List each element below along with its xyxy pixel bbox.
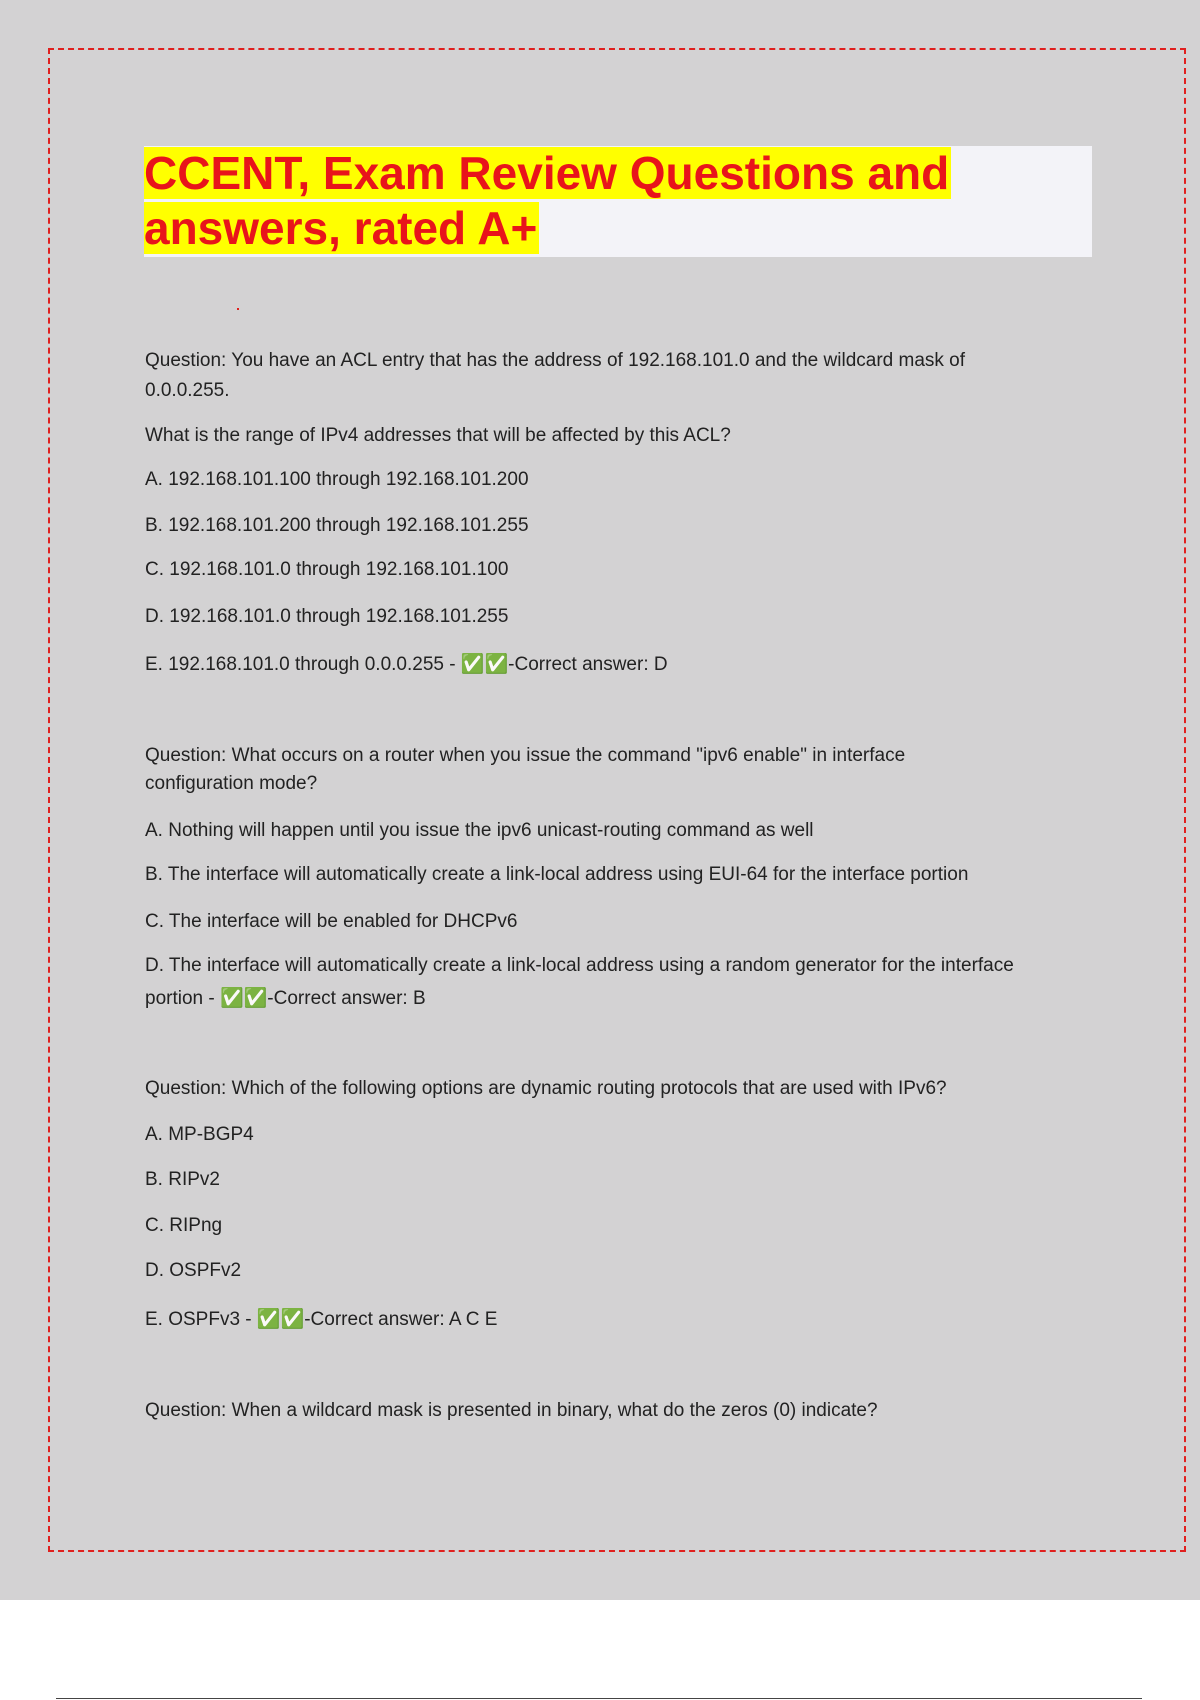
question-1-option-d: D. 192.168.101.0 through 192.168.101.255 [145,606,509,627]
question-3-option-b: B. RIPv2 [145,1169,220,1190]
question-2-text: Question: What occurs on a router when you issue the command "ipv6 enable" in interface [145,745,906,766]
question-3-option-c: C. RIPng [145,1215,223,1236]
question-1-prompt: What is the range of IPv4 addresses that will be affected by this ACL? [145,425,731,446]
question-1-option-c: C. 192.168.101.0 through 192.168.101.100 [145,559,509,580]
question-2-option-d-answer: portion - ✅✅-Correct answer: B [145,988,426,1009]
document-title [144,146,1092,256]
title-line-1: CCENT, Exam Review Questions and [144,147,950,199]
question-2-text-cont: configuration mode? [145,773,318,794]
question-1-option-b: B. 192.168.101.200 through 192.168.101.255 [145,515,529,536]
question-3-option-d: D. OSPFv2 [145,1260,242,1281]
question-3-option-e-answer: E. OSPFv3 - ✅✅-Correct answer: A C E [145,1309,498,1330]
red-dot-mark [237,308,239,310]
question-1-option-a: A. 192.168.101.100 through 192.168.101.200 [145,469,529,490]
question-2-option-a: A. Nothing will happen until you issue the ipv6 unicast-routing command as well [145,820,814,841]
question-2-option-c: C. The interface will be enabled for DHCPv6 [145,911,518,932]
question-2-option-d: D. The interface will automatically create a link-local address using a random generator for the interface [145,955,1014,976]
next-page-divider [56,1698,1142,1699]
title-block [144,146,1092,257]
question-4-text: Question: When a wildcard mask is presented in binary, what do the zeros (0) indicate? [145,1400,878,1421]
title-line-2: answers, rated A+ [144,202,538,254]
question-1-text-cont: 0.0.0.255. [145,380,230,401]
question-3-option-a: A. MP-BGP4 [145,1124,254,1145]
question-2-option-b: B. The interface will automatically create a link-local address using EUI-64 for the interface portion [145,864,969,885]
question-1-text: Question: You have an ACL entry that has the address of 192.168.101.0 and the wildcard mask of [145,350,966,371]
question-1-option-e-answer: E. 192.168.101.0 through 0.0.0.255 - ✅✅-Correct answer: D [145,654,668,675]
question-3-text: Question: Which of the following options are dynamic routing protocols that are used with IPv6? [145,1078,947,1099]
